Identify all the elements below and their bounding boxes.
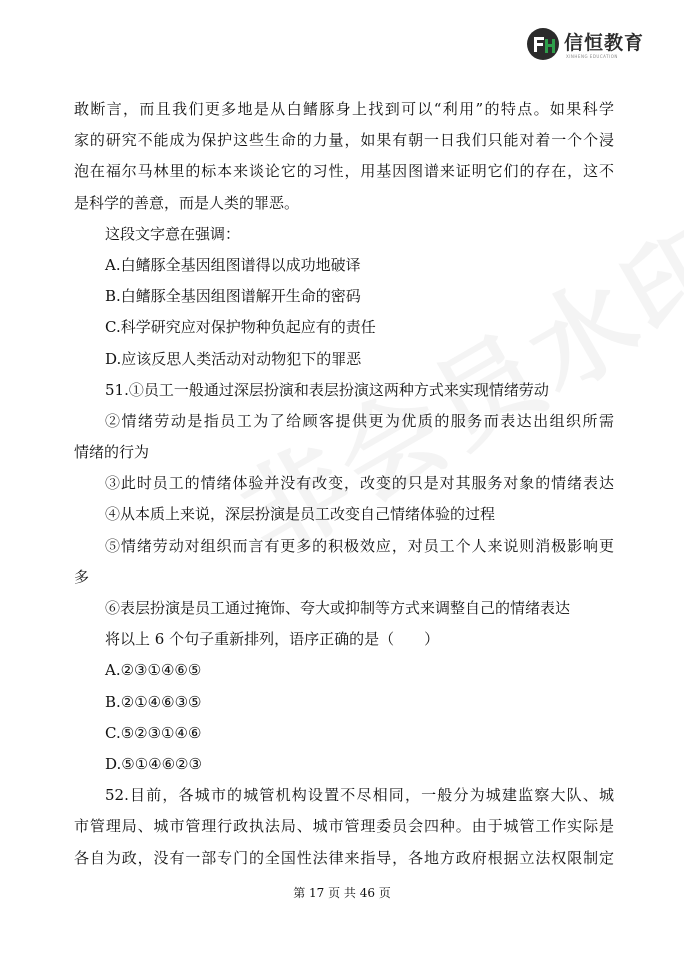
answer-option: D.⑤①④⑥②③ [105, 754, 202, 773]
paragraph-line: 泡在福尔马林里的标本来谈论它的习性，用基因图谱来证明它们的存在，这不 [74, 162, 614, 181]
sentence-line: ⑤情绪劳动对组织而言有更多的积极效应，对员工个人来说则消极影响更 [105, 536, 614, 555]
answer-option: D.应该反思人类活动对动物犯下的罪恶 [105, 349, 362, 368]
sentence-line: ②情绪劳动是指员工为了给顾客提供更为优质的服务而表达出组织所需 [105, 411, 614, 430]
sentence-line: ④从本质上来说，深层扮演是员工改变自己情绪体验的过程 [105, 505, 496, 524]
paragraph-line: 敢断言，而且我们更多地是从白鳍豚身上找到可以“利用”的特点。如果科学 [74, 100, 614, 118]
question-line: 52.目前，各城市的城管机构设置不尽相同，一般分为城建监察大队、城 [105, 786, 614, 805]
sentence-line: 情绪的行为 [74, 443, 150, 462]
question-prompt: 这段文字意在强调： [105, 224, 241, 243]
paragraph-line: 家的研究不能成为保护这些生命的力量，如果有朝一日我们只能对着一个个浸 [74, 131, 614, 150]
logo-text: 信恒教育 [564, 32, 645, 54]
paragraph-line: 各自为政，没有一部专门的全国性法律来指导，各地方政府根据立法权限制定 [74, 848, 614, 867]
sentence-line: ⑥表层扮演是员工通过掩饰、夸大或抑制等方式来调整自己的情绪表达 [105, 599, 571, 617]
question-line: 51.①员工一般通过深层扮演和表层扮演这两种方式来实现情绪劳动 [105, 380, 549, 399]
page-number: 第 17 页 共 46 页 [293, 886, 391, 900]
answer-option: B.②①④⑥③⑤ [105, 692, 202, 711]
paragraph-line: 是科学的善意，而是人类的罪恶。 [74, 193, 300, 212]
answer-option: A.白鳍豚全基因组图谱得以成功地破译 [105, 255, 361, 274]
answer-option: B.白鳍豚全基因组图谱解开生命的密码 [105, 287, 361, 306]
logo-subtext: XINHENG EDUCATION [566, 54, 618, 59]
sentence-line: ③此时员工的情绪体验并没有改变，改变的只是对其服务对象的情绪表达 [105, 474, 614, 493]
answer-option: C.⑤②③①④⑥ [105, 723, 202, 742]
paragraph-line: 市管理局、城市管理行政执法局、城市管理委员会四种。由于城管工作实际是 [74, 817, 614, 836]
brand-logo [526, 26, 656, 62]
answer-option: A.②③①④⑥⑤ [105, 661, 202, 680]
sentence-line: 多 [74, 567, 90, 586]
question-prompt: 将以上 6 个句子重新排列，语序正确的是（ ） [105, 630, 440, 649]
answer-option: C.科学研究应对保护物种负起应有的责任 [105, 318, 376, 337]
document-body [74, 94, 614, 874]
logo-mark-icon [526, 27, 560, 61]
